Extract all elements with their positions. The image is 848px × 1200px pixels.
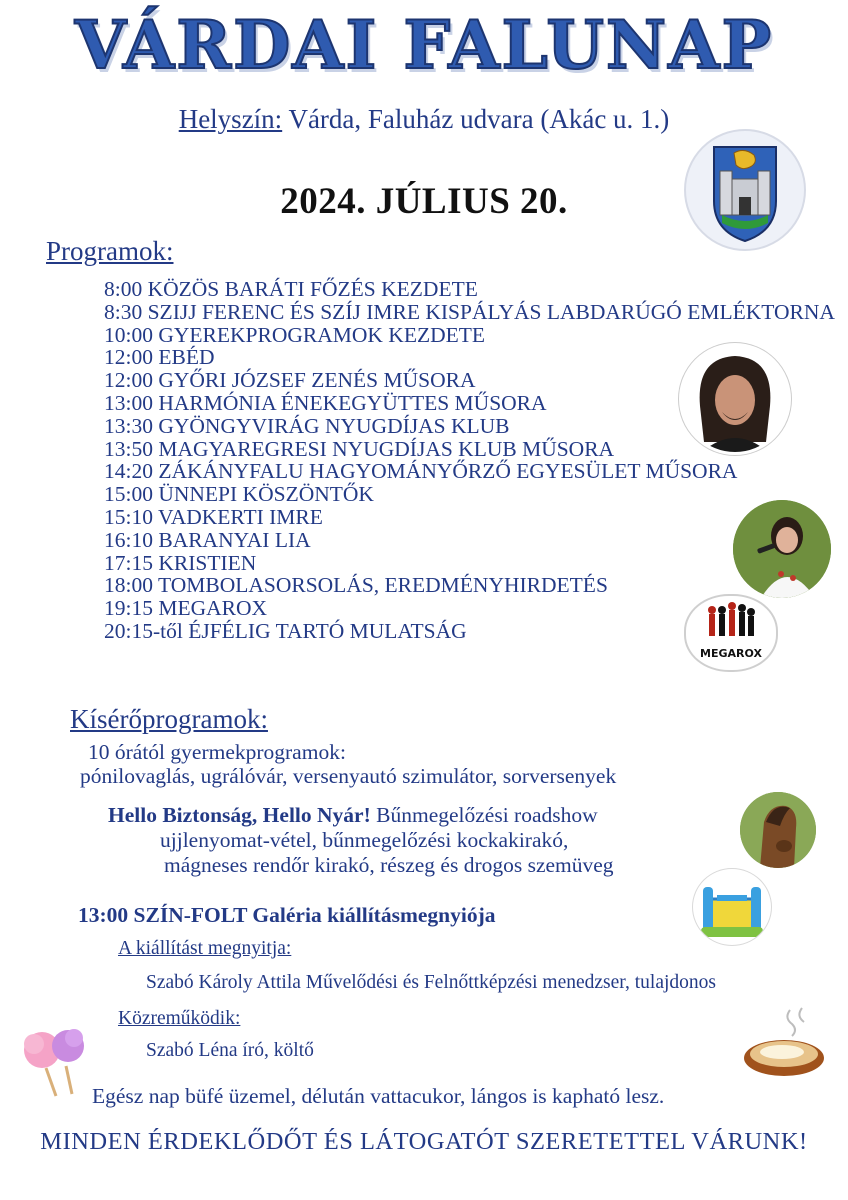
pony-icon — [740, 792, 816, 868]
program-item: 20:15-től ÉJFÉLIG TARTÓ MULATSÁG — [104, 618, 467, 643]
opens-name: Szabó Károly Attila Művelődési és Felnőttképzési menedzser, tulajdonos — [146, 972, 717, 993]
program-list — [104, 278, 835, 643]
poster-title: VÁRDAI FALUNAP — [74, 6, 774, 84]
singer-woman-icon — [733, 500, 831, 598]
program-item: 15:00 ÜNNEPI KÖSZÖNTŐK — [104, 482, 374, 507]
side-programs-heading: Kísérőprogramok: — [70, 704, 268, 734]
safety-details-2: mágneses rendőr kirakó, részeg és drogos szemüveg — [164, 853, 614, 877]
dancers-icon — [686, 596, 776, 648]
contributor-label: Közreműködik: — [118, 1008, 241, 1029]
langos-image — [740, 1006, 830, 1082]
kids-programs-details: pónilovaglás, ugrálóvár, versenyautó szimulátor, sorversenyek — [80, 764, 617, 788]
venue-line — [0, 104, 848, 135]
buffet-note: Egész nap büfé üzemel, délután vattacukor, lángos is kapható lesz. — [92, 1084, 665, 1108]
safety-roadshow-line — [108, 803, 598, 828]
singer-portrait-icon — [682, 346, 788, 452]
program-item: 12:00 EBÉD — [104, 345, 215, 370]
program-item: 13:00 HARMÓNIA ÉNEKEGYÜTTES MŰSORA — [104, 390, 547, 415]
safety-details-1: ujjlenyomat-vétel, bűnmegelőzési kockakirakó, — [160, 828, 569, 852]
cotton-candy-image — [16, 1016, 88, 1098]
safety-title: Hello Biztonság, Hello Nyár! — [108, 803, 371, 827]
safety-subtitle: Bűnmegelőzési roadshow — [376, 803, 598, 827]
programs-heading: Programok: — [46, 236, 174, 266]
coat-of-arms-image — [684, 129, 806, 251]
gallery-opening: 13:00 SZÍN-FOLT Galéria kiállításmegnyiója — [78, 903, 496, 927]
program-item: 17:15 KRISTIEN — [104, 550, 257, 575]
program-item: 12:00 GYŐRI JÓZSEF ZENÉS MŰSORA — [104, 368, 476, 393]
program-item: 13:30 GYÖNGYVIRÁG NYUGDÍJAS KLUB — [104, 413, 510, 438]
langos-icon — [740, 1006, 830, 1082]
program-item: 8:30 SZIJJ FERENC ÉS SZÍJ IMRE KISPÁLYÁS LABDARÚGÓ EMLÉKTORNA — [104, 299, 835, 324]
cotton-candy-icon — [16, 1016, 88, 1098]
performer-photo — [679, 343, 791, 455]
singer-photo — [731, 498, 833, 600]
program-item: 15:10 VADKERTI IMRE — [104, 504, 323, 529]
megarox-logo-text: MEGAROX — [700, 647, 762, 660]
pony-photo — [740, 792, 816, 868]
opens-label: A kiállítást megnyitja: — [118, 938, 292, 959]
kids-programs-line: 10 órától gyermekprogramok: — [88, 740, 346, 764]
bouncy-castle-image — [692, 868, 772, 946]
program-item: 8:00 KÖZÖS BARÁTI FŐZÉS KEZDETE — [104, 277, 478, 301]
bouncy-castle-icon — [693, 869, 771, 945]
program-item: 16:10 BARANYAI LIA — [104, 527, 311, 552]
venue-value: Várda, Faluház udvara (Akác u. 1.) — [288, 104, 670, 134]
program-item: 10:00 GYEREKPROGRAMOK KEZDETE — [104, 322, 486, 347]
event-date: 2024. JÚLIUS 20. — [280, 181, 568, 222]
program-item: 19:15 MEGAROX — [104, 596, 268, 621]
contributor-name: Szabó Léna író, költő — [146, 1040, 314, 1061]
venue-label: Helyszín: — [178, 104, 283, 134]
megarox-logo — [684, 594, 778, 672]
welcome-footer: MINDEN ÉRDEKLŐDŐT ÉS LÁTOGATÓT SZERETETTEL VÁRUNK! — [40, 1128, 808, 1155]
program-item: 14:20 ZÁKÁNYFALU HAGYOMÁNYŐRZŐ EGYESÜLET MŰSORA — [104, 459, 738, 484]
program-item: 18:00 TOMBOLASORSOLÁS, EREDMÉNYHIRDETÉS — [104, 573, 608, 598]
program-item: 13:50 MAGYAREGRESI NYUGDÍJAS KLUB MŰSORA — [104, 436, 615, 461]
castle-crest-icon — [686, 131, 804, 249]
